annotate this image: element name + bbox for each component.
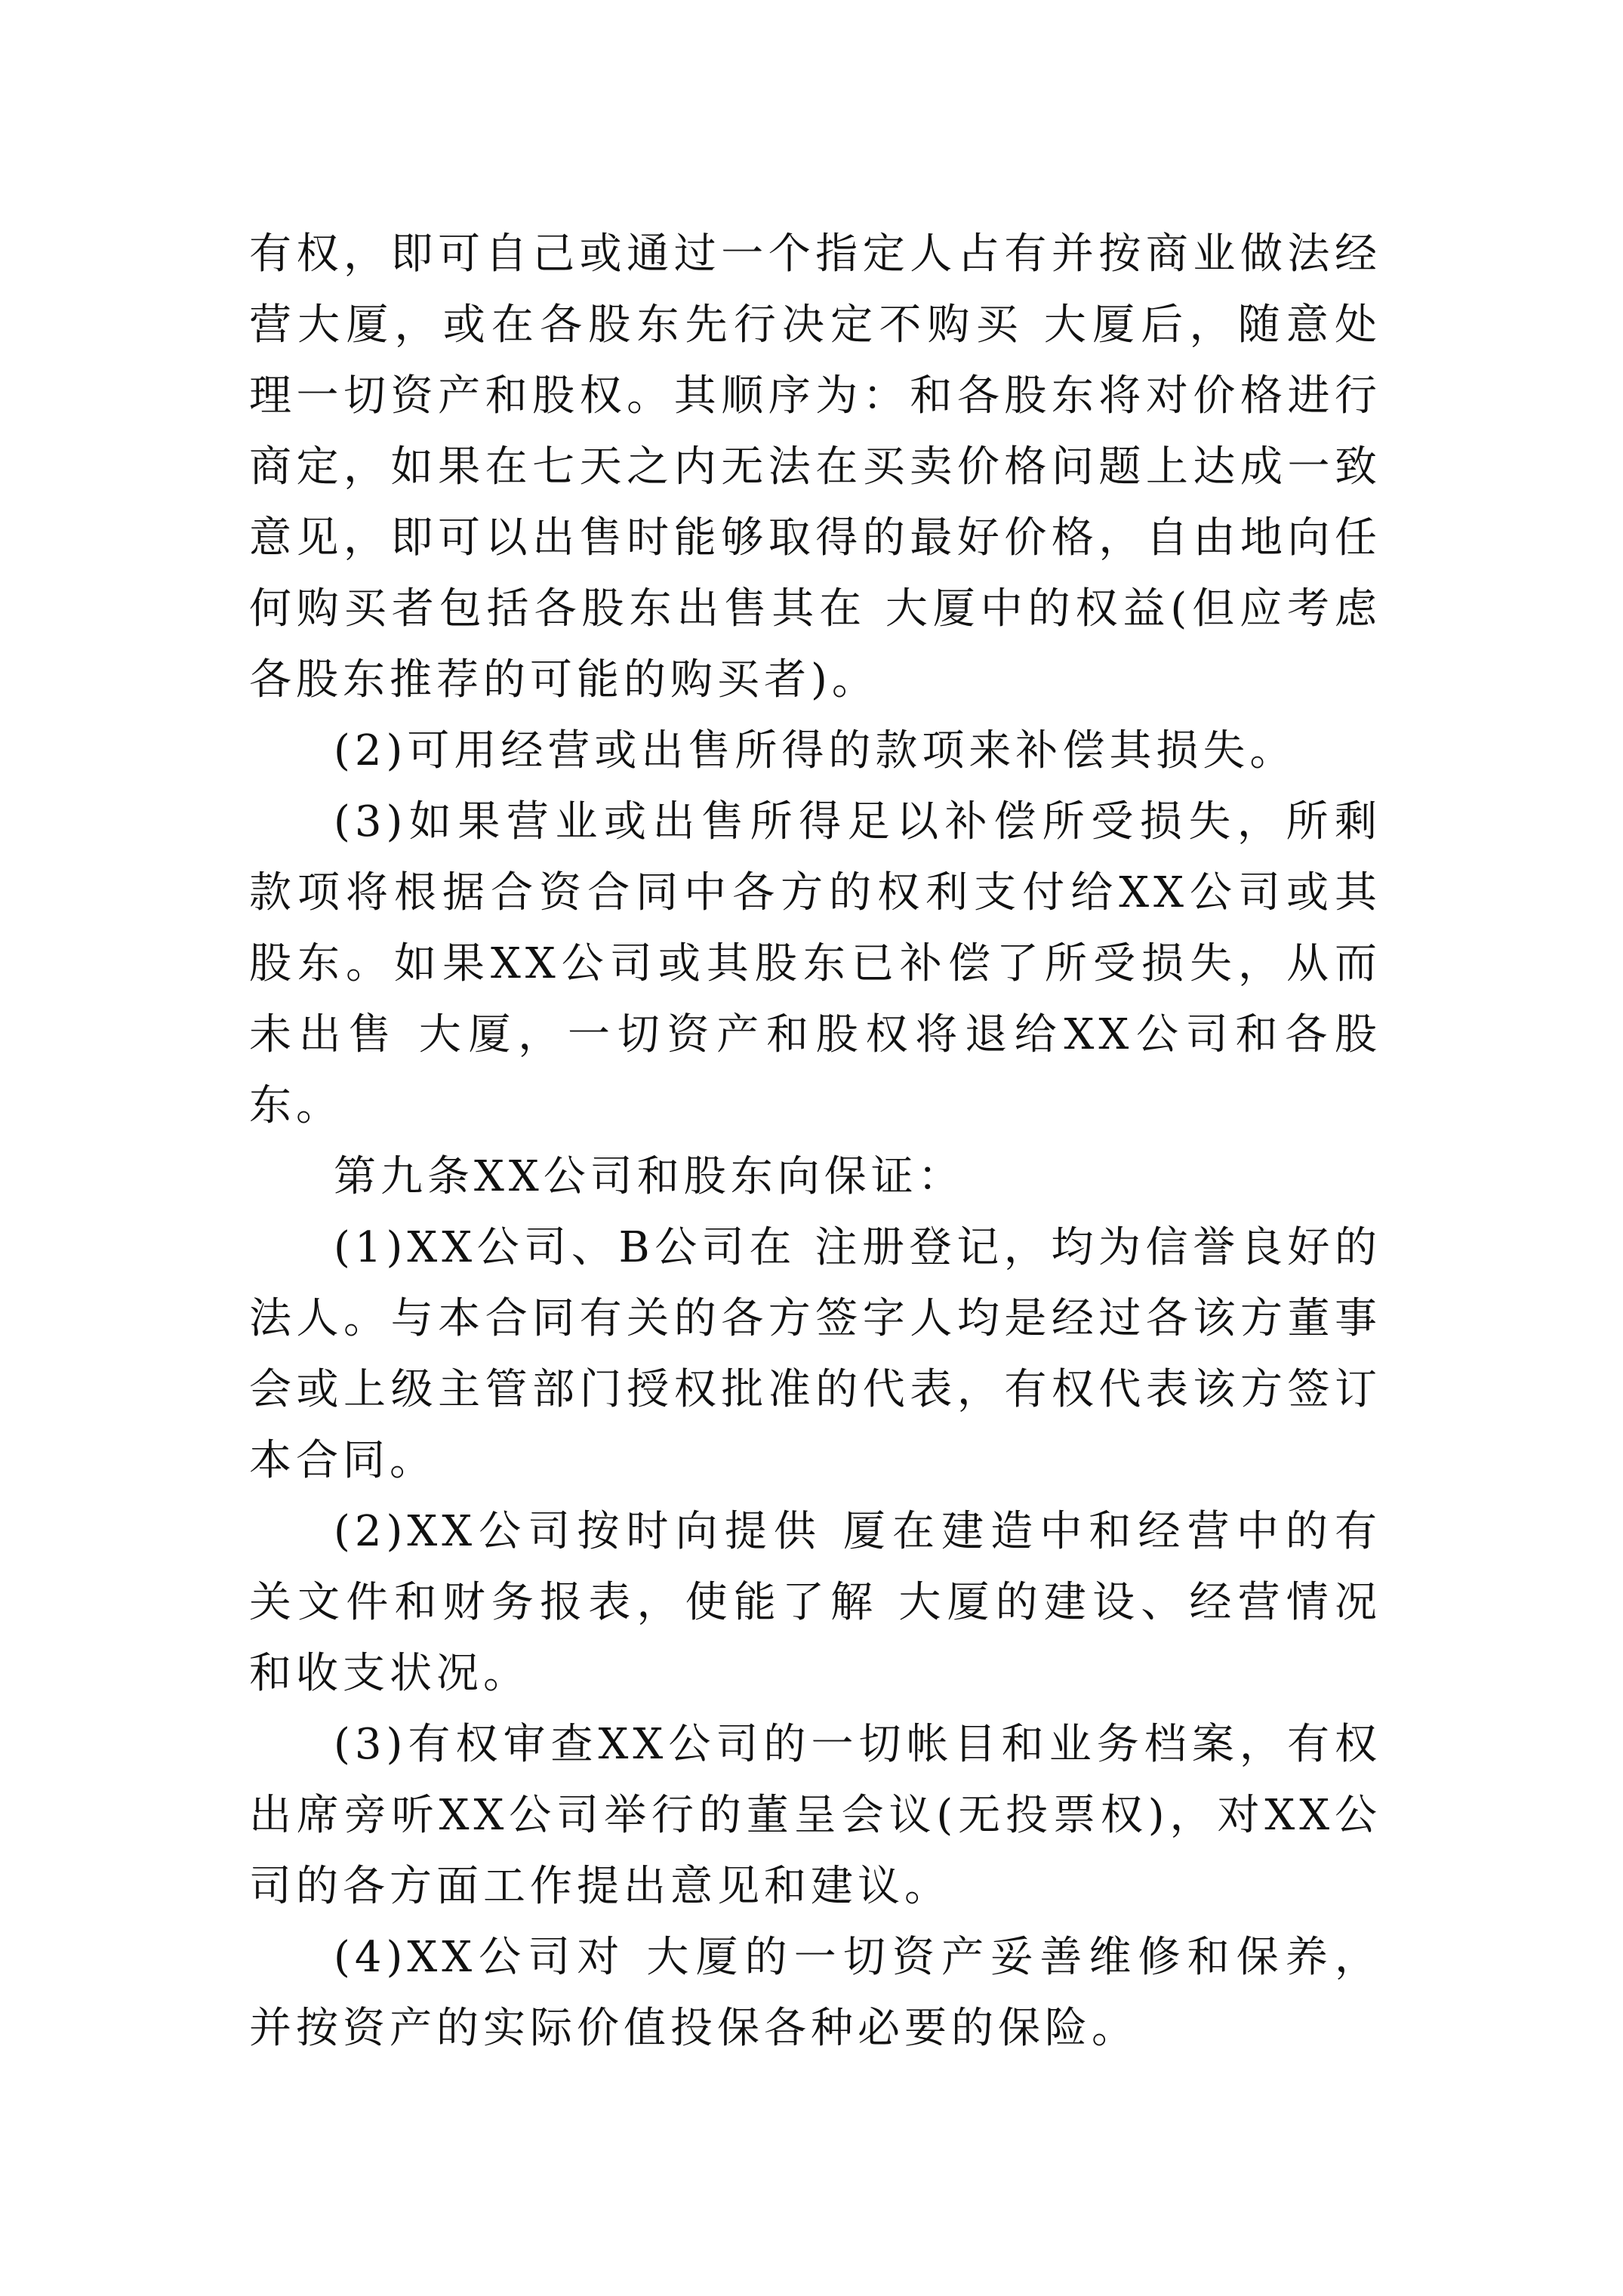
paragraph-guarantee-2: (2)XX公司按时向提供 厦在建造中和经营中的有关文件和财务报表，使能了解 大厦的建设、经营情况和收支状况。 (249, 1507, 1381, 1698)
paragraph-item-2: (2)可用经营或出售所得的款项来补偿其损失。 (334, 726, 1297, 775)
paragraph-guarantee-4: (4)XX公司对 大厦的一切资产妥善维修和保养，并按资产的实际价值投保各种必要的保险。 (249, 1933, 1381, 2053)
paragraph-item-3: (3)如果营业或出售所得足以补偿所受损失，所剩款项将根据合资合同中各方的权利支付给XX公司或其股东。如果XX公司或其股东已补偿了所受损失，从而未出售 大厦，一切资产和股权将退给XX公司和各股东。 (249, 797, 1381, 1130)
paragraph-guarantee-3: (3)有权审查XX公司的一切帐目和业务档案，有权出席旁听XX公司举行的董呈会议(无投票权)，对XX公司的各方面工作提出意见和建议。 (249, 1720, 1381, 1911)
paragraph-continuation: 有权，即可自己或通过一个指定人占有并按商业做法经营大厦，或在各股东先行决定不购买 大厦后，随意处理一切资产和股权。其顺序为：和各股东将对价格进行商定，如果在七天之内无法在买卖价格问题上达成一致意见，即可以出售时能够取得的最好价格，自由地向任何购买者包括各股东出售其在 大厦中的权益(但应考虑各股东推荐的可能的购买者)。 (249, 230, 1381, 704)
document-body (249, 219, 1381, 2064)
article-nine-heading: 第九条XX公司和股东向保证： (334, 1152, 965, 1201)
paragraph-guarantee-1: (1)XX公司、B公司在 注册登记，均为信誉良好的法人。与本合同有关的各方签字人均是经过各该方董事会或上级主管部门授权批准的代表，有权代表该方签订本合同。 (249, 1223, 1381, 1485)
